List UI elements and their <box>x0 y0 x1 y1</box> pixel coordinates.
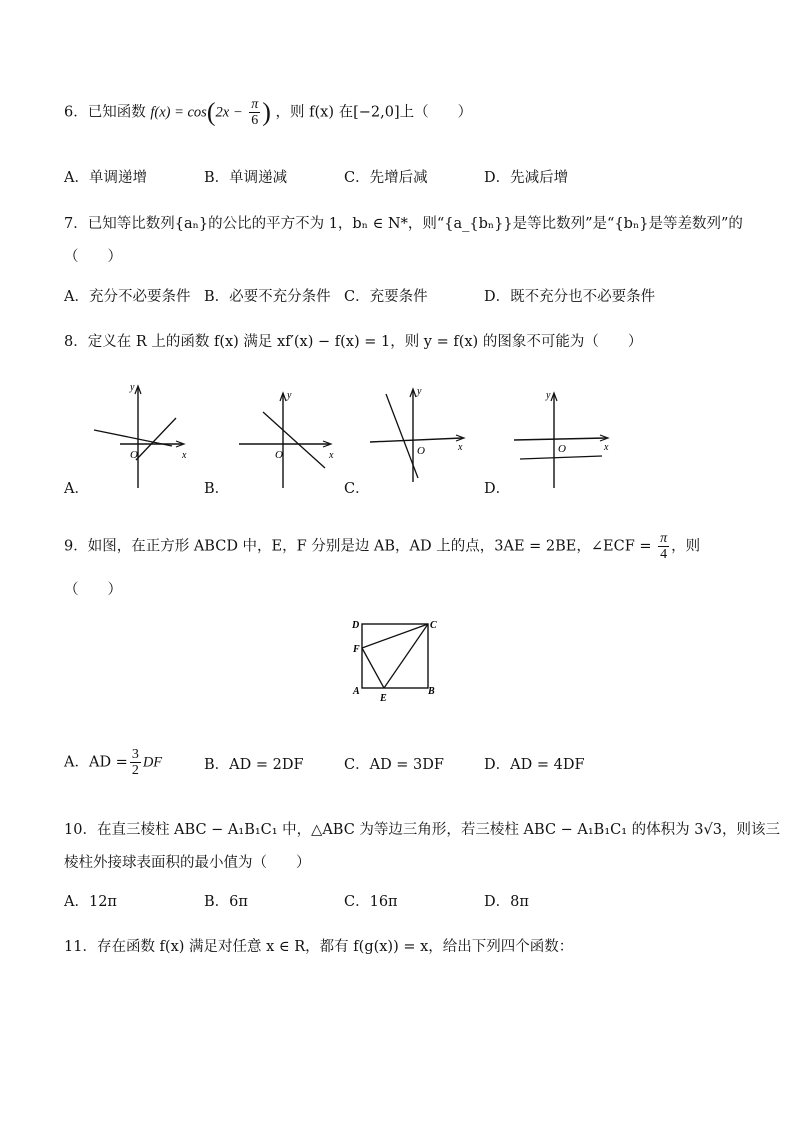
q8-stem: 8．定义在 R 上的函数 f(x) 满足 xf′(x) − f(x) = 1，则 y = f(x) 的图象不可能为（ ） <box>64 334 643 350</box>
vertex-f-label: F <box>353 644 360 655</box>
axis-y-label: y <box>417 386 422 397</box>
q6-option-b[interactable]: B．单调递减 <box>204 170 288 186</box>
q10-option-d[interactable]: D．8π <box>484 894 529 910</box>
q7-option-d[interactable]: D．既不充分也不必要条件 <box>484 289 656 305</box>
q6-func: f(x) = cos <box>150 104 207 121</box>
q6-stem: 6．已知函数 f(x) = cos(2x − $\frac{\pi}{6}$ ) ，则 f(x) 在[−2,0]上（ ） <box>64 97 473 128</box>
origin-label: O <box>275 449 283 461</box>
q7-option-b[interactable]: B．必要不充分条件 <box>204 289 331 305</box>
q6-option-a[interactable]: A．单调递增 <box>64 170 147 186</box>
vertex-a-label: A <box>353 686 360 697</box>
origin-label: O <box>558 443 566 455</box>
q9-stem-line1: 9．如图，在正方形 ABCD 中，E，F 分别是边 AB，AD 上的点，3AE = 2BE，∠ECF = $\frac{\pi}{4}$ ，则 <box>64 531 701 562</box>
q7-option-a[interactable]: A．充分不必要条件 <box>64 289 191 305</box>
axis-x-label: x <box>458 442 463 453</box>
q7-stem-line1: 7．已知等比数列{aₙ}的公比的平方不为 1，bₙ ∈ N*，则“{a_{bₙ}}是等比数列”是“{bₙ}是等差数列”的 <box>64 216 743 232</box>
vertex-e-label: E <box>380 693 387 704</box>
q9-fraction: $\frac{\pi}{4}$ <box>660 531 668 562</box>
q8-graph-c <box>368 384 468 484</box>
q9-option-a[interactable]: A．AD = $\frac{3}{2}$ DF <box>64 747 163 778</box>
q10-option-b[interactable]: B．6π <box>204 894 248 910</box>
q8-option-a-label[interactable]: A． <box>64 481 89 497</box>
origin-label: O <box>417 445 425 457</box>
axis-x-label: x <box>182 450 187 461</box>
q8-graph-d <box>510 386 614 490</box>
q7-stem-line2: （ ） <box>64 249 122 265</box>
q8-option-b-label[interactable]: B． <box>204 481 230 497</box>
q9-option-a-fraction: $\frac{3}{2}$ <box>131 747 139 778</box>
q8-option-d-label[interactable]: D． <box>484 481 511 497</box>
q7-option-c[interactable]: C．充要条件 <box>344 289 428 305</box>
vertex-d-label: D <box>352 620 360 631</box>
q10-stem-line1: 10．在直三棱柱 ABC − A₁B₁C₁ 中，△ABC 为等边三角形，若三棱柱 ABC − A₁B₁C₁ 的体积为 3√3，则该三 <box>64 822 780 838</box>
q6-fraction: $\frac{\pi}{6}$ <box>251 97 259 128</box>
q8-graph-a <box>90 378 190 490</box>
q10-option-a[interactable]: A．12π <box>64 894 117 910</box>
axis-y-label: y <box>546 390 551 401</box>
vertex-c-label: C <box>430 620 437 631</box>
axis-y-label: y <box>130 382 135 393</box>
q6-inner: 2x − <box>215 104 243 121</box>
vertex-b-label: B <box>428 686 435 697</box>
q9-option-c[interactable]: C．AD = 3DF <box>344 757 444 773</box>
q10-option-c[interactable]: C．16π <box>344 894 398 910</box>
q6-option-c[interactable]: C．先增后减 <box>344 170 428 186</box>
q10-stem-line2: 棱柱外接球表面积的最小值为（ ） <box>64 855 311 871</box>
q6-prefix: 6．已知函数 <box>64 104 146 121</box>
q11-stem: 11．存在函数 f(x) 满足对任意 x ∈ R，都有 f(g(x)) = x，给出下列四个函数： <box>64 939 574 955</box>
q8-graph-b <box>235 388 335 490</box>
axis-x-label: x <box>329 450 334 461</box>
axis-y-label: y <box>287 390 292 401</box>
q9-square-figure <box>346 614 446 706</box>
q8-option-c-label[interactable]: C． <box>344 481 370 497</box>
axis-x-label: x <box>604 442 609 453</box>
q9-option-b[interactable]: B．AD = 2DF <box>204 757 304 773</box>
q6-suffix: ，则 f(x) 在[−2,0]上（ ） <box>275 104 473 121</box>
q9-stem-line2: （ ） <box>64 582 122 598</box>
q9-option-d[interactable]: D．AD = 4DF <box>484 757 585 773</box>
origin-label: O <box>130 449 138 461</box>
q6-option-d[interactable]: D．先减后增 <box>484 170 569 186</box>
